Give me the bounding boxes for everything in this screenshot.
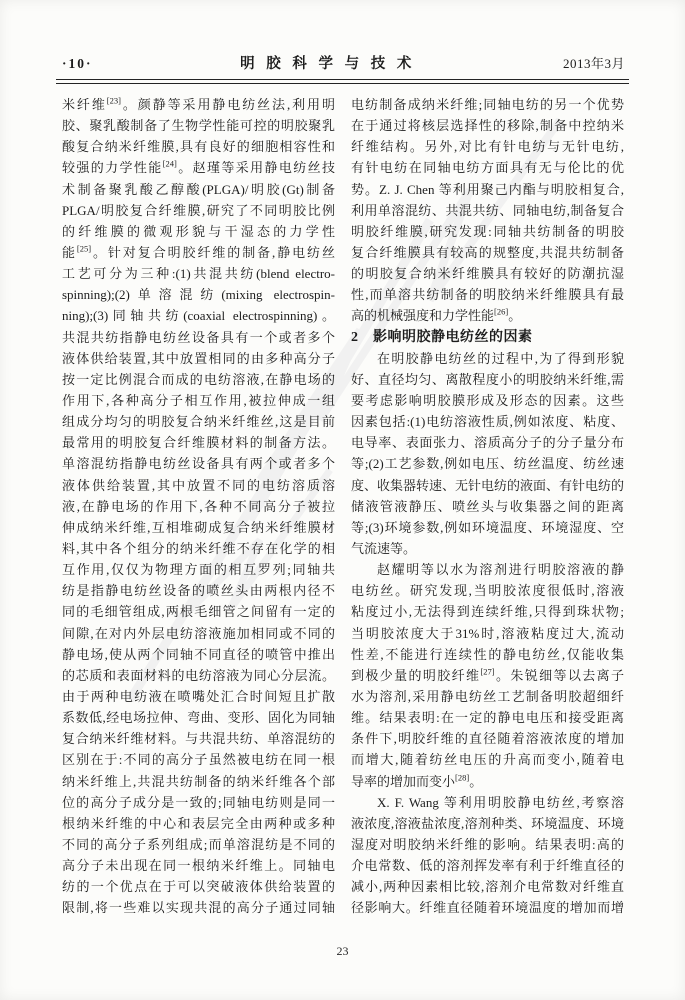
text-line: 系数低,经电场拉伸、弯曲、变形、固化为同轴 bbox=[62, 710, 335, 726]
text-line: 赵耀明等以水为溶剂进行明胶溶液的静 bbox=[377, 562, 624, 578]
text-line: 位的高分子成分是一致的;同轴电纺则是同一 bbox=[62, 794, 335, 810]
journal-header bbox=[62, 52, 625, 73]
text-line: 同的毛细管组成,两根毛细管之间留有一定的 bbox=[62, 604, 335, 620]
text-line: 度、收集器转速、无针电纺的液面、有针电纺的 bbox=[351, 477, 624, 493]
text-line: 要考虑影响明胶膜形成及形态的因素。这些 bbox=[351, 392, 624, 408]
text-line: 的纤维膜的微观形貌与干湿态的力学性 bbox=[62, 223, 335, 239]
journal-title: 明 胶 科 学 与 技 术 bbox=[240, 56, 416, 72]
text-line: 按一定比例混合而成的电纺溶液,在静电场的 bbox=[62, 371, 335, 387]
text-line: 复合纤维膜具有较高的规整度,共混共纺制备 bbox=[351, 244, 624, 260]
citation-superscript: [28] bbox=[455, 772, 470, 783]
text-line: 电导率、表面张力、溶质高分子的分子量分布 bbox=[351, 435, 624, 451]
text-line: 利用单溶混纺、共混共纺、同轴电纺,制备复合 bbox=[351, 202, 624, 218]
text-line: 酸复合纳米纤维膜,具有良好的细胞相容性和 bbox=[62, 139, 335, 155]
text-line: 术制备聚乳酸乙醇酸(PLGA)/明胶(Gt)制备 bbox=[62, 181, 335, 197]
text-line: 米纤维[23]。颜静等采用静电纺丝法,利用明 bbox=[62, 95, 335, 112]
text-line: 径影响大。纤维直径随着环境温度的增加而增 bbox=[351, 900, 624, 916]
text-line: 能[25]。针对复合明胶纤维的制备,静电纺丝 bbox=[62, 243, 335, 260]
citation-superscript: [26] bbox=[494, 307, 509, 318]
text-line: ning);(3)同轴共纺(coaxial electrospinning)。 bbox=[62, 308, 335, 324]
text-line: 有针电纺在同轴电纺方面具有无与伦比的优 bbox=[351, 160, 624, 176]
text-line: 不同的高分子系列组成;而单溶混纺是不同的 bbox=[62, 836, 335, 852]
text-line: 区别在于:不同的高分子虽然被电纺在同一根 bbox=[62, 752, 335, 768]
text-line: 组成分均匀的明胶复合纳米纤维丝,这是目前 bbox=[62, 414, 335, 430]
text-line: 的明胶复合纳米纤维膜具有较好的防潮抗湿 bbox=[351, 266, 624, 282]
text-line: 而增大,随着纺丝电压的升高而变小,随着电 bbox=[351, 752, 624, 768]
text-line: 等;(3)环境参数,例如环境温度、环境湿度、空 bbox=[351, 519, 624, 535]
text-line: 单溶混纺指静电纺丝设备具有两个或者多个 bbox=[62, 456, 335, 472]
text-line: 条件下,明胶纤维的直径随着溶液浓度的增加 bbox=[351, 731, 624, 747]
text-line: 静电场,使从两个同轴不同直径的喷管中推出 bbox=[62, 646, 335, 662]
citation-superscript: [27] bbox=[480, 666, 495, 677]
text-line: PLGA/明胶复合纤维膜,研究了不同明胶比例 bbox=[62, 202, 335, 218]
text-line: 等;(2)工艺参数,例如电压、纺丝温度、纺丝速 bbox=[351, 456, 624, 472]
text-line: 湿度对明胶纳米纤维的影响。结果表明:高的 bbox=[351, 836, 624, 852]
text-line: 纤维结构。另外,对比有针电纺与无针电纺, bbox=[351, 139, 624, 155]
text-line: 液体供给装置,其中放置不同的电纺溶质溶 bbox=[62, 477, 335, 493]
citation-superscript: [25] bbox=[76, 243, 92, 254]
text-line: 伸成纳米纤维,互相堆砌成复合纳米纤维膜材 bbox=[62, 519, 335, 535]
text-line: 液体供给装置,其中放置相同的由多种高分子 bbox=[62, 350, 335, 366]
text-line: 在明胶静电纺丝的过程中,为了得到形貌 bbox=[377, 350, 624, 366]
text-line: 明胶纤维膜,研究发现:同轴共纺制备的明胶 bbox=[351, 223, 624, 239]
text-line: 较强的力学性能[24]。赵瑾等采用静电纺丝技 bbox=[62, 159, 335, 176]
text-line: 限制,将一些难以实现共混的高分子通过同轴 bbox=[62, 900, 335, 916]
text-line: 共混共纺指静电纺丝设备具有一个或者多个 bbox=[62, 329, 335, 345]
text-line: 维。结果表明:在一定的静电电压和接受距离 bbox=[351, 710, 624, 726]
text-line: 液,在静电场的作用下,各种不同高分子被拉 bbox=[62, 498, 335, 514]
text-column-left bbox=[62, 94, 335, 918]
text-line: X. F. Wang 等利用明胶静电纺丝,考察溶 bbox=[377, 794, 624, 810]
text-line: 因素包括:(1)电纺溶液性质,例如浓度、粘度、 bbox=[351, 414, 624, 430]
page-number: 23 bbox=[336, 944, 349, 958]
header-double-rule bbox=[56, 79, 629, 84]
page-label: ·10· bbox=[62, 56, 93, 71]
text-line: 到极少量的明胶纤维[27]。朱锐细等以去离子 bbox=[351, 666, 624, 683]
text-column-right bbox=[351, 94, 624, 918]
text-line: 好、直径均匀、离散程度小的明胶纳米纤维,需 bbox=[351, 371, 624, 387]
text-line: 间隙,在对内外层电纺溶液施加相同或不同的 bbox=[62, 625, 335, 641]
text-line: 液浓度,溶液盐浓度,溶剂种类、环境温度、环境 bbox=[351, 815, 624, 831]
text-line: 性,而单溶共纺制备的明胶纳米纤维膜具有最 bbox=[351, 287, 624, 303]
text-line: 最常用的明胶复合纤维膜材料的制备方法。 bbox=[62, 435, 335, 451]
text-line: 电纺丝。研究发现,当明胶浓度很低时,溶液 bbox=[351, 583, 624, 599]
text-line: 介电常数、低的溶剂挥发率有利于纤维直径的 bbox=[351, 858, 624, 874]
text-line: 高的机械强度和力学性能[26]。 bbox=[351, 307, 522, 324]
article-body bbox=[62, 94, 624, 918]
text-line: 势。Z. J. Chen 等利用聚己内酯与明胶相复合, bbox=[351, 181, 624, 197]
text-line: 气流速等。 bbox=[351, 540, 417, 556]
text-line: 储液管液静压、喷丝头与收集器之间的距离 bbox=[351, 498, 624, 514]
issue-date: 2013年3月 bbox=[562, 56, 625, 71]
text-line: 纺的一个优点在于可以突破液体供给装置的 bbox=[62, 879, 335, 895]
text-line: 纺是指静电纺丝设备的喷丝头由两根内径不 bbox=[62, 583, 335, 599]
text-line: 胶、聚乳酸制备了生物学性能可控的明胶聚乳 bbox=[62, 118, 335, 134]
text-line: 电纺制备成纳米纤维;同轴电纺的另一个优势 bbox=[351, 97, 624, 112]
text-line: 的芯质和表面材料的电纺溶液为同心分层流。 bbox=[62, 667, 335, 683]
text-line: 互作用,仅仅为物理方面的相互罗列;同轴共 bbox=[62, 562, 335, 578]
text-line: 粘度过小,无法得到连续纤维,只得到珠状物; bbox=[351, 604, 624, 620]
text-line: 性差,不能进行连续性的静电纺丝,仅能收集 bbox=[351, 646, 624, 662]
text-line: 工艺可分为三种:(1)共混共纺(blend electro- bbox=[62, 266, 335, 282]
citation-superscript: [24] bbox=[162, 159, 177, 170]
section-heading: 2 影响明胶静电纺丝的因素 bbox=[351, 329, 533, 345]
text-line: 纳米纤维上,共混共纺制备的纳米纤维各个部 bbox=[62, 773, 335, 789]
text-line: 水为溶剂,采用静电纺丝工艺制备明胶超细纤 bbox=[351, 688, 624, 704]
text-line: 高分子未出现在同一根纳米纤维上。同轴电 bbox=[62, 858, 335, 874]
text-line: 料,其中各个组分的纳米纤维不存在化学的相 bbox=[62, 540, 335, 556]
citation-superscript: [23] bbox=[106, 95, 121, 106]
text-line: spinning);(2)单溶混纺(mixing electrospin- bbox=[62, 287, 335, 303]
text-line: 减小,两种因素相比较,溶剂介电常数对纤维直 bbox=[351, 879, 624, 895]
text-line: 由于两种电纺液在喷嘴处汇合时间短且扩散 bbox=[62, 688, 335, 704]
text-line: 在于通过将核层选择性的移除,制备中控纳米 bbox=[351, 118, 624, 134]
text-line: 当明胶浓度大于31%时,溶液粘度过大,流动 bbox=[351, 625, 624, 641]
text-line: 作用下,各种高分子相互作用,被拉伸成一组 bbox=[62, 392, 335, 408]
text-line: 复合纳米纤维材料。与共混共纺、单溶混纺的 bbox=[62, 731, 335, 747]
text-line: 导率的增加而变小[28]。 bbox=[351, 772, 483, 789]
text-line: 根纳米纤维的中心和表层完全由两种或多种 bbox=[62, 815, 335, 831]
